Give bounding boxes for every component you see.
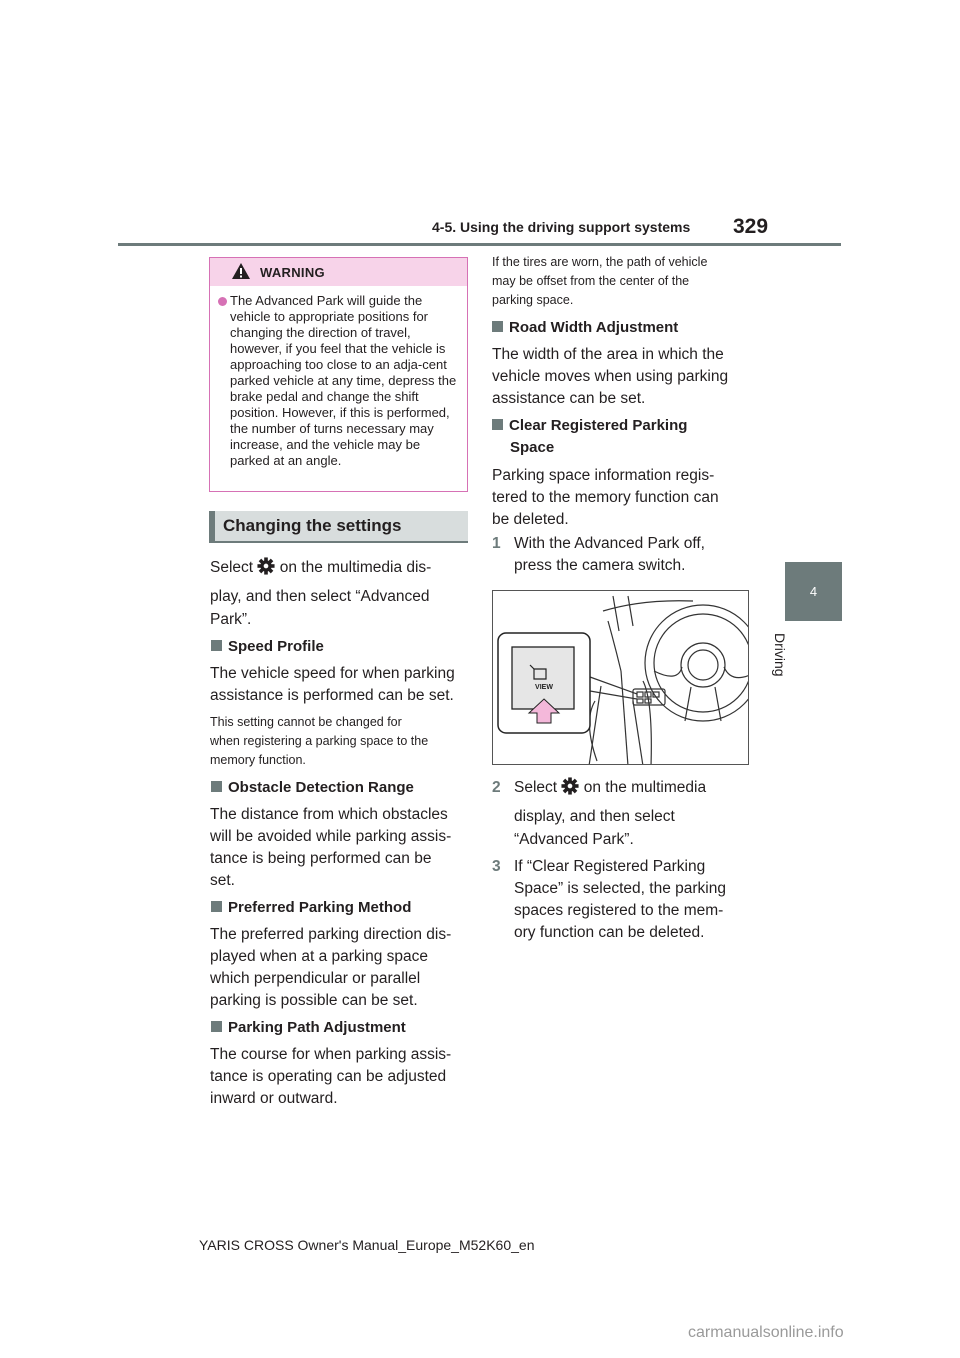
obstacle-text-4: set. bbox=[210, 872, 235, 889]
warning-box bbox=[209, 257, 468, 492]
road-width-heading bbox=[492, 317, 678, 339]
clear-heading-text-2: Space bbox=[510, 439, 555, 456]
path-text-3: inward or outward. bbox=[210, 1090, 338, 1107]
path-heading bbox=[211, 1017, 406, 1039]
speed-profile-heading bbox=[211, 636, 324, 658]
step-3-number: 3 bbox=[492, 858, 501, 875]
preferred-heading-text: Preferred Parking Method bbox=[228, 899, 412, 916]
chapter-label bbox=[772, 633, 806, 693]
obstacle-heading-text: Obstacle Detection Range bbox=[228, 779, 414, 796]
clear-heading bbox=[492, 415, 687, 437]
obstacle-text-2: will be avoided while parking assis- bbox=[210, 828, 452, 845]
warning-text: The Advanced Park will guide the vehicle to appropriate positions for changing the direction of travel, however, if you feel that the vehicle is approaching too close to an adja-cent parked vehicle at any time, depress the brake pedal and change the shift position. However, if this is performed, the number of turns necessary may increase, and the vehicle may be parked at an angle. bbox=[230, 293, 457, 468]
preferred-text-2: played when at a parking space bbox=[210, 948, 429, 965]
chapter-tab: 4 bbox=[785, 562, 842, 621]
square-bullet-icon bbox=[492, 321, 503, 332]
dashboard-illustration bbox=[493, 591, 749, 765]
footer-text: YARIS CROSS Owner's Manual_Europe_M52K60_en bbox=[199, 1237, 535, 1253]
page-number: 329 bbox=[733, 215, 769, 238]
intro-line-1 bbox=[210, 557, 431, 579]
preferred-heading bbox=[211, 897, 411, 919]
path-text-2: tance is operating can be adjusted bbox=[210, 1068, 447, 1085]
obstacle-heading bbox=[211, 777, 414, 799]
obstacle-text-1: The distance from which obstacles bbox=[210, 806, 448, 823]
step-2-number: 2 bbox=[492, 779, 501, 796]
square-bullet-icon bbox=[211, 781, 222, 792]
preferred-text-3: which perpendicular or parallel bbox=[210, 970, 421, 987]
square-bullet-icon bbox=[211, 1021, 222, 1032]
road-width-heading-text: Road Width Adjustment bbox=[509, 319, 679, 336]
step-3-text-d: ory function can be deleted. bbox=[514, 924, 705, 941]
view-button-label: VIEW bbox=[535, 684, 553, 691]
step-1-number: 1 bbox=[492, 535, 501, 552]
warning-triangle-icon bbox=[231, 262, 251, 280]
section-heading-text: Changing the settings bbox=[223, 516, 402, 535]
step-2-line-1 bbox=[514, 777, 706, 799]
gear-icon bbox=[561, 777, 579, 795]
preferred-text-4: parking is possible can be set. bbox=[210, 992, 418, 1009]
section-title: 4-5. Using the driving support systems bbox=[432, 219, 691, 235]
step-3-text-b: Space” is selected, the parking bbox=[514, 880, 726, 897]
clear-text-2: tered to the memory function can bbox=[492, 489, 719, 506]
speed-note-3: memory function. bbox=[210, 753, 306, 767]
step-3-text-c: spaces registered to the mem- bbox=[514, 902, 724, 919]
clear-text-1: Parking space information regis- bbox=[492, 467, 715, 484]
warning-header bbox=[210, 258, 467, 286]
speed-text-1: The vehicle speed for when parking bbox=[210, 665, 455, 682]
tire-note-2: may be offset from the center of the bbox=[492, 274, 690, 288]
section-heading-rule bbox=[209, 541, 468, 543]
preferred-text-1: The preferred parking direction dis- bbox=[210, 926, 452, 943]
step-1-text-b: press the camera switch. bbox=[514, 557, 686, 574]
road-text-1: The width of the area in which the bbox=[492, 346, 724, 363]
road-text-2: vehicle moves when using parking bbox=[492, 368, 729, 385]
step-2-text-d: “Advanced Park”. bbox=[514, 831, 634, 848]
clear-heading-text-1: Clear Registered Parking bbox=[509, 417, 688, 434]
intro-text-b: on the multimedia dis- bbox=[279, 559, 432, 576]
step-2-text-a: Select bbox=[514, 779, 558, 796]
step-1-text-a: With the Advanced Park off, bbox=[514, 535, 705, 552]
camera-switch-figure bbox=[492, 590, 749, 765]
intro-line-2: play, and then select “Advanced bbox=[210, 588, 430, 605]
warning-body bbox=[218, 293, 462, 469]
square-bullet-icon bbox=[211, 901, 222, 912]
section-heading bbox=[209, 511, 468, 542]
clear-text-3: be deleted. bbox=[492, 511, 569, 528]
intro-text-a: Select bbox=[210, 559, 254, 576]
tire-note-3: parking space. bbox=[492, 293, 574, 307]
gear-icon bbox=[257, 557, 275, 575]
warning-title: WARNING bbox=[260, 265, 325, 280]
road-text-3: assistance can be set. bbox=[492, 390, 646, 407]
step-2-text-b: on the multimedia bbox=[583, 779, 707, 796]
square-bullet-icon bbox=[492, 419, 503, 430]
speed-profile-heading-text: Speed Profile bbox=[228, 638, 324, 655]
intro-line-3: Park”. bbox=[210, 611, 252, 628]
speed-text-2: assistance is performed can be set. bbox=[210, 687, 454, 704]
square-bullet-icon bbox=[211, 640, 222, 651]
speed-note-2: when registering a parking space to the bbox=[210, 734, 429, 748]
path-heading-text: Parking Path Adjustment bbox=[228, 1019, 406, 1036]
watermark: carmanualsonline.info bbox=[688, 1324, 844, 1341]
path-text-1: The course for when parking assis- bbox=[210, 1046, 452, 1063]
speed-note-1: This setting cannot be changed for bbox=[210, 715, 402, 729]
tire-note-1: If the tires are worn, the path of vehicle bbox=[492, 255, 708, 269]
obstacle-text-3: tance is being performed can be bbox=[210, 850, 432, 867]
step-2-text-c: display, and then select bbox=[514, 808, 675, 825]
chapter-label-text: Driving bbox=[772, 633, 788, 677]
header-rule bbox=[118, 243, 841, 246]
step-3-text-a: If “Clear Registered Parking bbox=[514, 858, 706, 875]
warning-bullet-icon bbox=[218, 297, 227, 306]
